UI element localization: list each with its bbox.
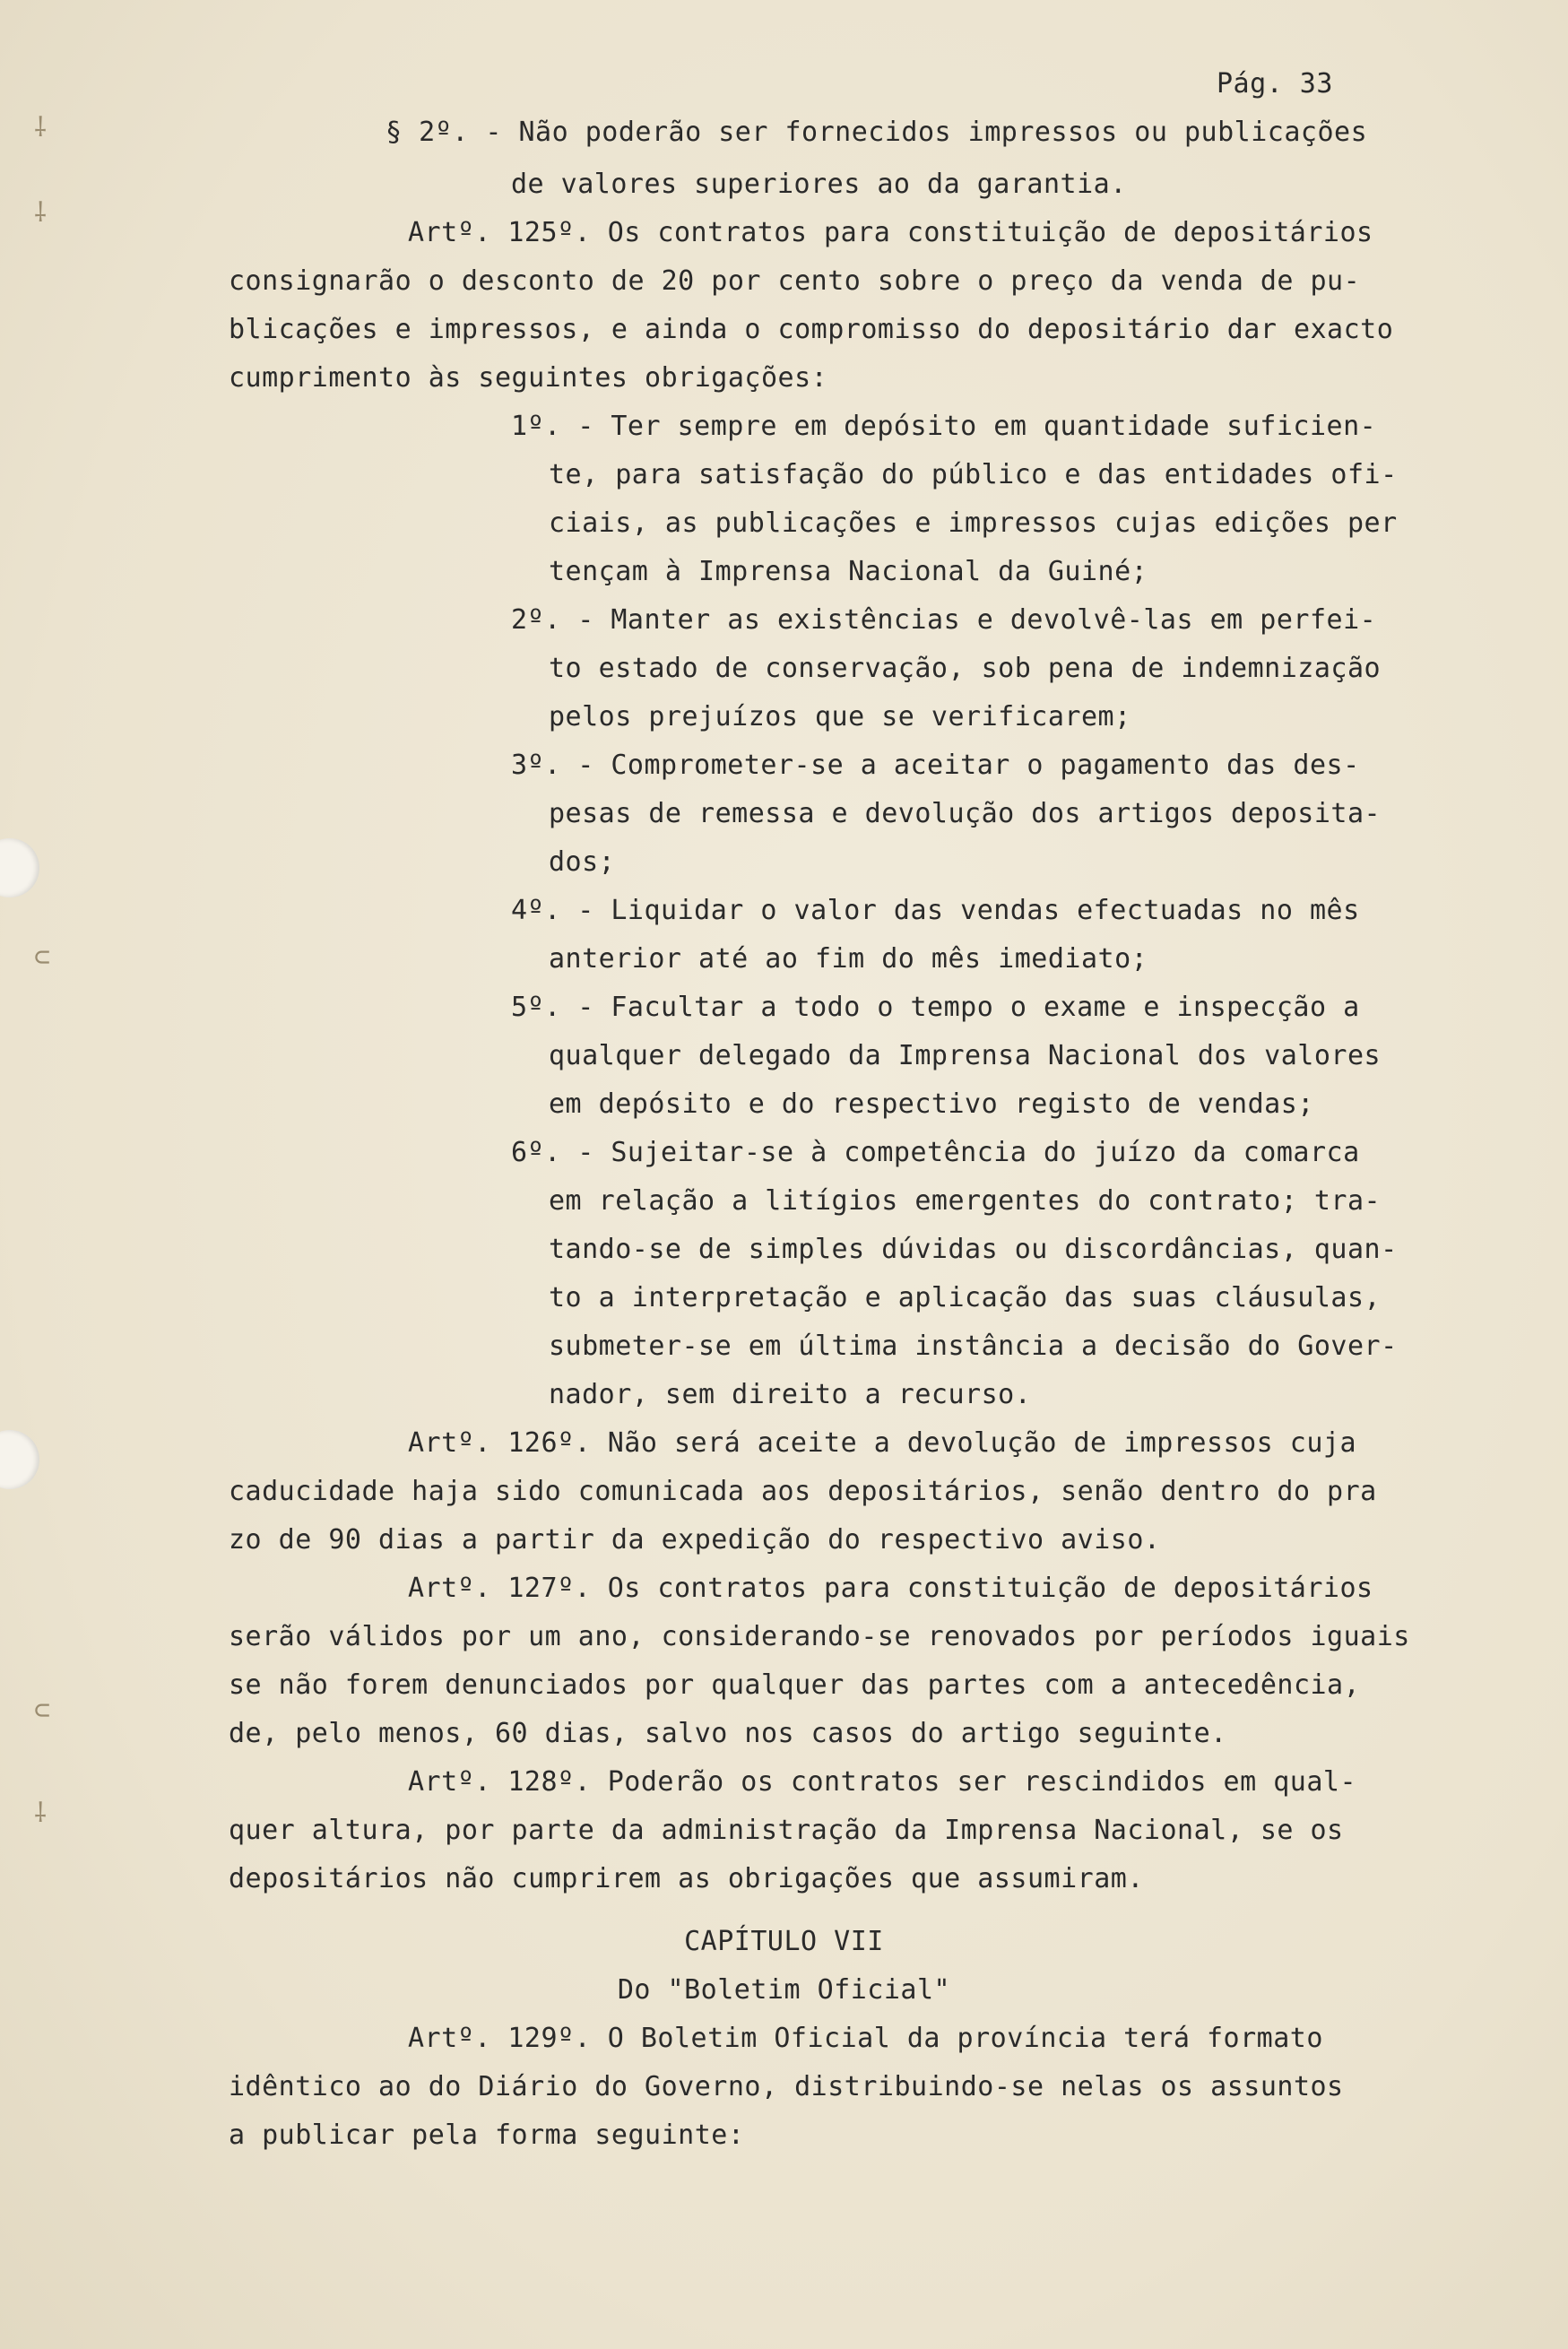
list-item-line: to estado de conservação, sob pena de indemnização (549, 653, 1382, 684)
article-heading-line: Artº. 128º. Poderão os contratos ser rescindidos em qual- (408, 1766, 1357, 1798)
paragraph-line: se não forem denunciados por qualquer das partes com a antecedência, (229, 1669, 1361, 1701)
article-heading-line: Artº. 129º. O Boletim Oficial da província terá formato (408, 2023, 1323, 2054)
paragraph-line: consignarão o desconto de 20 por cento sobre o preço da venda de pu- (229, 265, 1361, 297)
list-item-line: 5º. - Facultar a todo o tempo o exame e inspecção a (511, 992, 1360, 1023)
margin-mark: ⊂ (34, 1695, 51, 1726)
paragraph-line: idêntico ao do Diário do Governo, distribuindo-se nelas os assuntos (229, 2071, 1344, 2102)
margin-mark: ⊂ (34, 941, 51, 973)
list-item-line: tando-se de simples dúvidas ou discordâncias, quan- (549, 1234, 1398, 1265)
list-item-line: tençam à Imprensa Nacional da Guiné; (549, 556, 1148, 587)
paragraph-line: zo de 90 dias a partir da expedição do respectivo aviso. (229, 1524, 1161, 1556)
paragraph-line: quer altura, por parte da administração da Imprensa Nacional, se os (229, 1815, 1344, 1846)
paragraph-line: de, pelo menos, 60 dias, salvo nos casos do artigo seguinte. (229, 1718, 1227, 1749)
list-item-line: 2º. - Manter as existências e devolvê-las em perfei- (511, 604, 1377, 636)
punch-hole (0, 838, 39, 897)
paragraph-line: a publicar pela forma seguinte: (229, 2119, 745, 2151)
list-item-line: te, para satisfação do público e das entidades ofi- (549, 459, 1398, 490)
page-number: Pág. 33 (1217, 68, 1333, 100)
chapter-subtitle: Do "Boletim Oficial" (617, 1974, 951, 2006)
paragraph-line: § 2º. - Não poderão ser fornecidos impressos ou publicações (386, 117, 1368, 148)
margin-mark: ⸸ (34, 112, 48, 143)
list-item-line: em relação a litígios emergentes do contrato; tra- (549, 1185, 1382, 1217)
list-item-line: ciais, as publicações e impressos cujas edições per (549, 507, 1398, 539)
list-item-line: 6º. - Sujeitar-se à competência do juízo da comarca (511, 1137, 1360, 1168)
article-heading-line: Artº. 127º. Os contratos para constituição de depositários (408, 1573, 1373, 1604)
paragraph-line: blicações e impressos, e ainda o compromisso do depositário dar exacto (229, 314, 1394, 345)
list-item-line: pelos prejuízos que se verificarem; (549, 701, 1131, 732)
margin-mark: ⸸ (34, 197, 48, 229)
list-item-line: 3º. - Comprometer-se a aceitar o pagamento das des- (511, 750, 1360, 781)
margin-mark: ⸸ (34, 1798, 48, 1829)
punch-hole (0, 1430, 39, 1489)
list-item-line: anterior até ao fim do mês imediato; (549, 943, 1148, 975)
chapter-heading: CAPÍTULO VII (684, 1926, 884, 1957)
list-item-line: em depósito e do respectivo registo de vendas; (549, 1088, 1314, 1120)
list-item-line: submeter-se em última instância a decisão do Gover- (549, 1331, 1398, 1362)
list-item-line: qualquer delegado da Imprensa Nacional dos valores (549, 1040, 1382, 1071)
list-item-line: dos; (549, 846, 616, 878)
paragraph-line: de valores superiores ao da garantia. (511, 169, 1127, 200)
article-heading-line: Artº. 126º. Não será aceite a devolução de impressos cuja (408, 1427, 1357, 1459)
list-item-line: 4º. - Liquidar o valor das vendas efectuadas no mês (511, 895, 1360, 926)
article-heading-line: Artº. 125º. Os contratos para constituição de depositários (408, 217, 1373, 248)
paragraph-line: serão válidos por um ano, considerando-se renovados por períodos iguais (229, 1621, 1410, 1652)
list-item-line: 1º. - Ter sempre em depósito em quantidade suficien- (511, 411, 1377, 442)
list-item-line: nador, sem direito a recurso. (549, 1379, 1032, 1410)
paragraph-line: caducidade haja sido comunicada aos depositários, senão dentro do pra (229, 1476, 1377, 1507)
list-item-line: to a interpretação e aplicação das suas cláusulas, (549, 1282, 1382, 1313)
paragraph-line: cumprimento às seguintes obrigações: (229, 362, 828, 394)
list-item-line: pesas de remessa e devolução dos artigos deposita- (549, 798, 1382, 829)
paragraph-line: depositários não cumprirem as obrigações que assumiram. (229, 1863, 1144, 1894)
